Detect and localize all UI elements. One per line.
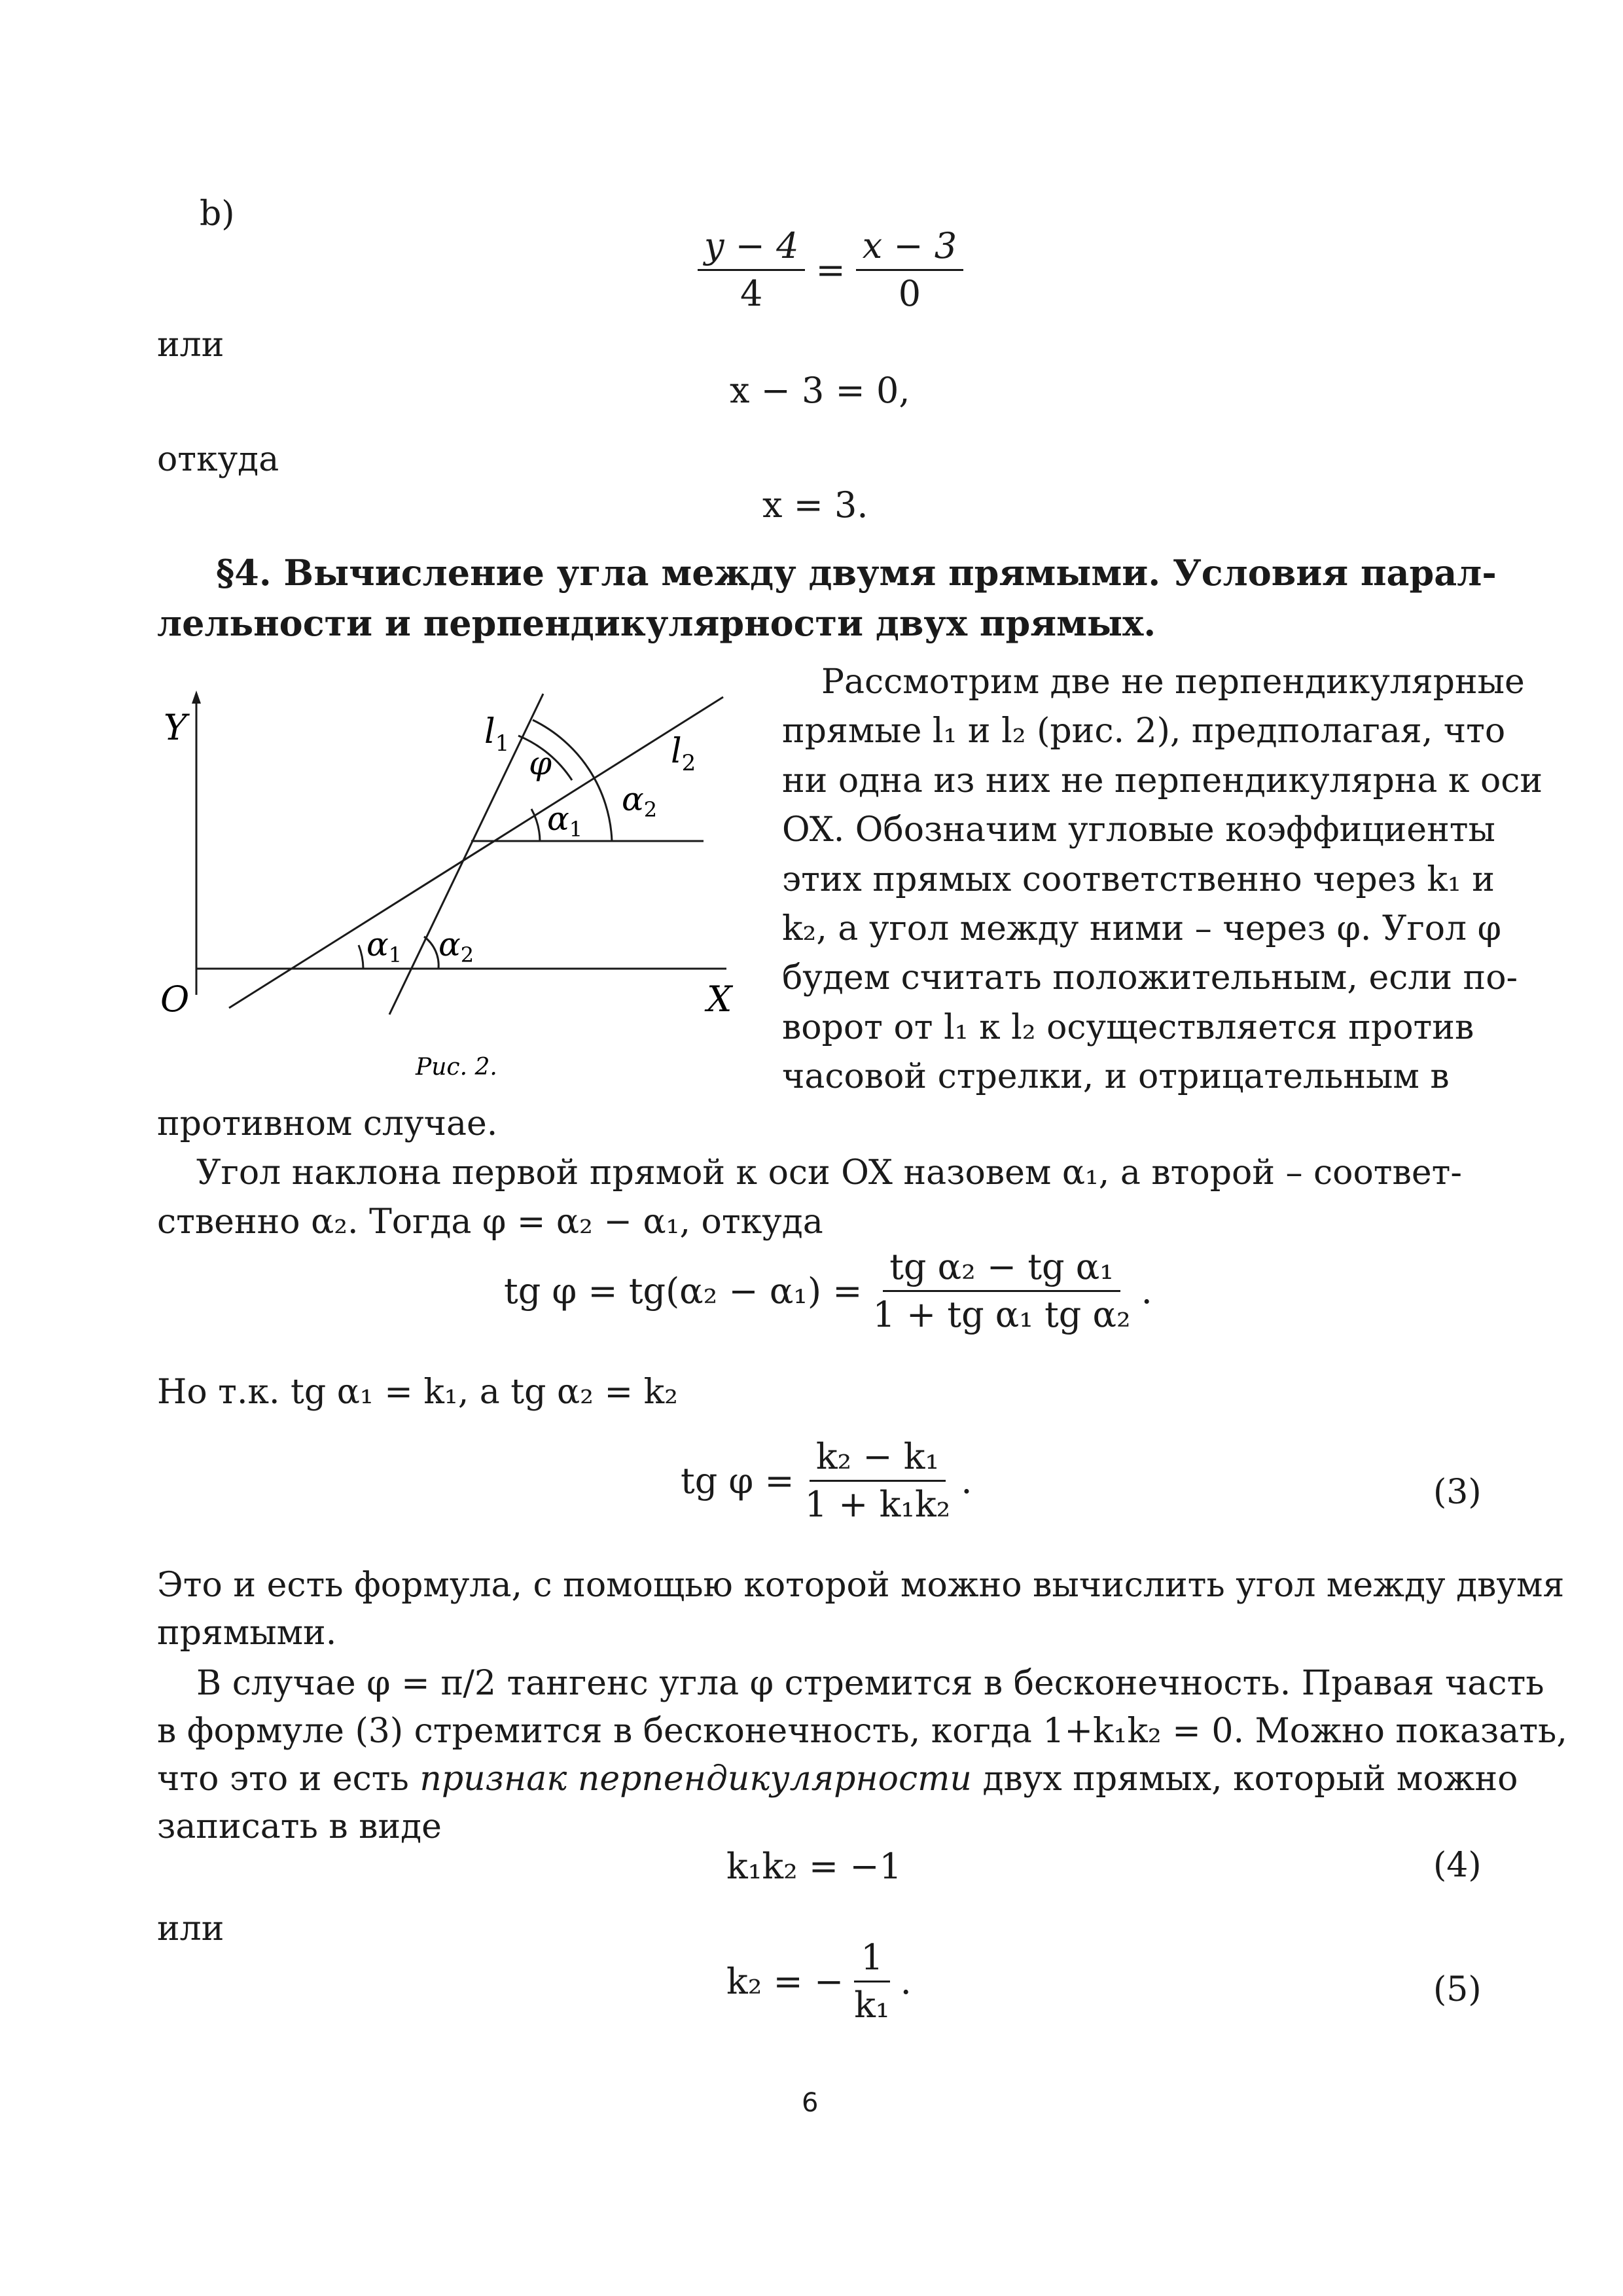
- equation-5: [726, 1937, 912, 2026]
- fraction-numerator: tg α₂ − tg α₁: [883, 1247, 1120, 1292]
- x-label: X: [707, 978, 732, 1020]
- alpha1-bottom-label: $\alpha_1$: [366, 925, 402, 967]
- equation-3: [681, 1437, 972, 1525]
- l1-label: $l_1$: [484, 712, 510, 757]
- alpha2-top-label: $\alpha_2$: [622, 780, 658, 822]
- equation-b-line2: x − 3 = 0,: [730, 370, 910, 411]
- line-l2: [229, 697, 723, 1008]
- wrap-line: прямые l₁ и l₂ (рис. 2), предполагая, что: [782, 711, 1506, 751]
- section-heading-line2: лельности и перпендикулярности двух прямых.: [157, 602, 1156, 644]
- equation-4: k₁k₂ = −1: [726, 1846, 902, 1887]
- phi-label: φ: [529, 744, 552, 782]
- figure-caption: Рис. 2.: [416, 1054, 497, 1081]
- equation-number-4: (4): [1433, 1846, 1482, 1885]
- para5-line4: записать в виде: [157, 1807, 442, 1846]
- wrap-paragraph: [782, 658, 1543, 1102]
- para4-line2: прямыми.: [157, 1613, 337, 1653]
- text-after-figure: противном случае.: [157, 1104, 498, 1143]
- emphasis-term: признак перпендикулярности: [419, 1759, 972, 1799]
- figure-two-lines: [151, 668, 740, 1093]
- equation-end: .: [1141, 1270, 1152, 1312]
- para3: Но т.к. tg α₁ = k₁, а tg α₂ = k₂: [157, 1372, 678, 1412]
- para4-line1: Это и есть формула, с помощью которой можно вычислить угол между двумя: [157, 1566, 1565, 1605]
- equation-end: .: [961, 1460, 972, 1502]
- equation-number-5: (5): [1433, 1970, 1482, 2009]
- equation-b-line3: x = 3.: [762, 484, 868, 526]
- alpha2-bottom-label: $\alpha_2$: [438, 925, 474, 967]
- wrap-line: OX. Обозначим угловые коэффициенты: [782, 810, 1495, 850]
- y-axis-arrow-icon: [192, 691, 201, 704]
- para2-line1: Угол наклона первой прямой к оси OX назовем α₁, а второй – соответ-: [196, 1153, 1462, 1193]
- equation-left: k₂ = −: [726, 1961, 844, 2003]
- equation-left: tg φ = tg(α₂ − α₁) =: [504, 1270, 863, 1312]
- para5-line3: что это и есть признак перпендикулярности двух прямых, который можно: [157, 1759, 1518, 1799]
- origin-label: O: [160, 978, 190, 1020]
- equation-tg-difference: [504, 1247, 1152, 1335]
- equation-left: tg φ =: [681, 1460, 794, 1502]
- y-label: Y: [164, 707, 187, 748]
- wrap-line: часовой стрелки, и отрицательным в: [782, 1057, 1450, 1097]
- fraction-denominator: 1 + tg α₁ tg α₂: [872, 1294, 1131, 1336]
- equals-sign: =: [815, 249, 846, 291]
- fraction-denominator: 0: [898, 273, 921, 315]
- fraction-numerator: 1: [854, 1937, 889, 1982]
- section-heading-line1: §4. Вычисление угла между двумя прямыми. Условия парал-: [216, 552, 1497, 594]
- wrap-line: Рассмотрим две не перпендикулярные: [821, 662, 1525, 702]
- arc-alpha2-bottom: [424, 937, 438, 969]
- arc-alpha1-bottom: [359, 945, 363, 969]
- word-otkuda: откуда: [157, 440, 279, 479]
- wrap-line: k₂, а угол между ними – через φ. Угол φ: [782, 908, 1502, 948]
- para5-line1: В случае φ = π/2 тангенс угла φ стремится в бесконечность. Правая часть: [196, 1664, 1544, 1703]
- wrap-line: ворот от l₁ к l₂ осуществляется против: [782, 1007, 1474, 1047]
- fraction-numerator: y − 4: [698, 226, 805, 271]
- fraction-denominator: 4: [740, 273, 763, 315]
- page-number: 6: [802, 2088, 819, 2118]
- fraction-denominator: k₁: [854, 1984, 890, 2026]
- word-ili-2: или: [157, 1909, 224, 1948]
- fraction-numerator: k₂ − k₁: [810, 1437, 946, 1482]
- item-label-b: b): [200, 194, 235, 234]
- l2-label: $l_2$: [671, 732, 696, 776]
- wrap-line: этих прямых соответственно через k₁ и: [782, 859, 1495, 899]
- equation-end: .: [900, 1961, 912, 2003]
- word-ili: или: [157, 325, 224, 365]
- fraction-denominator: 1 + k₁k₂: [804, 1484, 951, 1526]
- fraction-numerator: x − 3: [856, 226, 963, 271]
- para5-line2: в формуле (3) стремится в бесконечность, когда 1+k₁k₂ = 0. Можно показать,: [157, 1712, 1567, 1751]
- equation-number-3: (3): [1433, 1473, 1482, 1512]
- para2-line2: ственно α₂. Тогда φ = α₂ − α₁, откуда: [157, 1202, 823, 1242]
- wrap-line: ни одна из них не перпендикулярна к оси: [782, 761, 1543, 800]
- alpha1-top-label: $\alpha_1$: [547, 800, 583, 842]
- wrap-line: будем считать положительным, если по-: [782, 958, 1518, 998]
- equation-b-fraction: [694, 226, 967, 314]
